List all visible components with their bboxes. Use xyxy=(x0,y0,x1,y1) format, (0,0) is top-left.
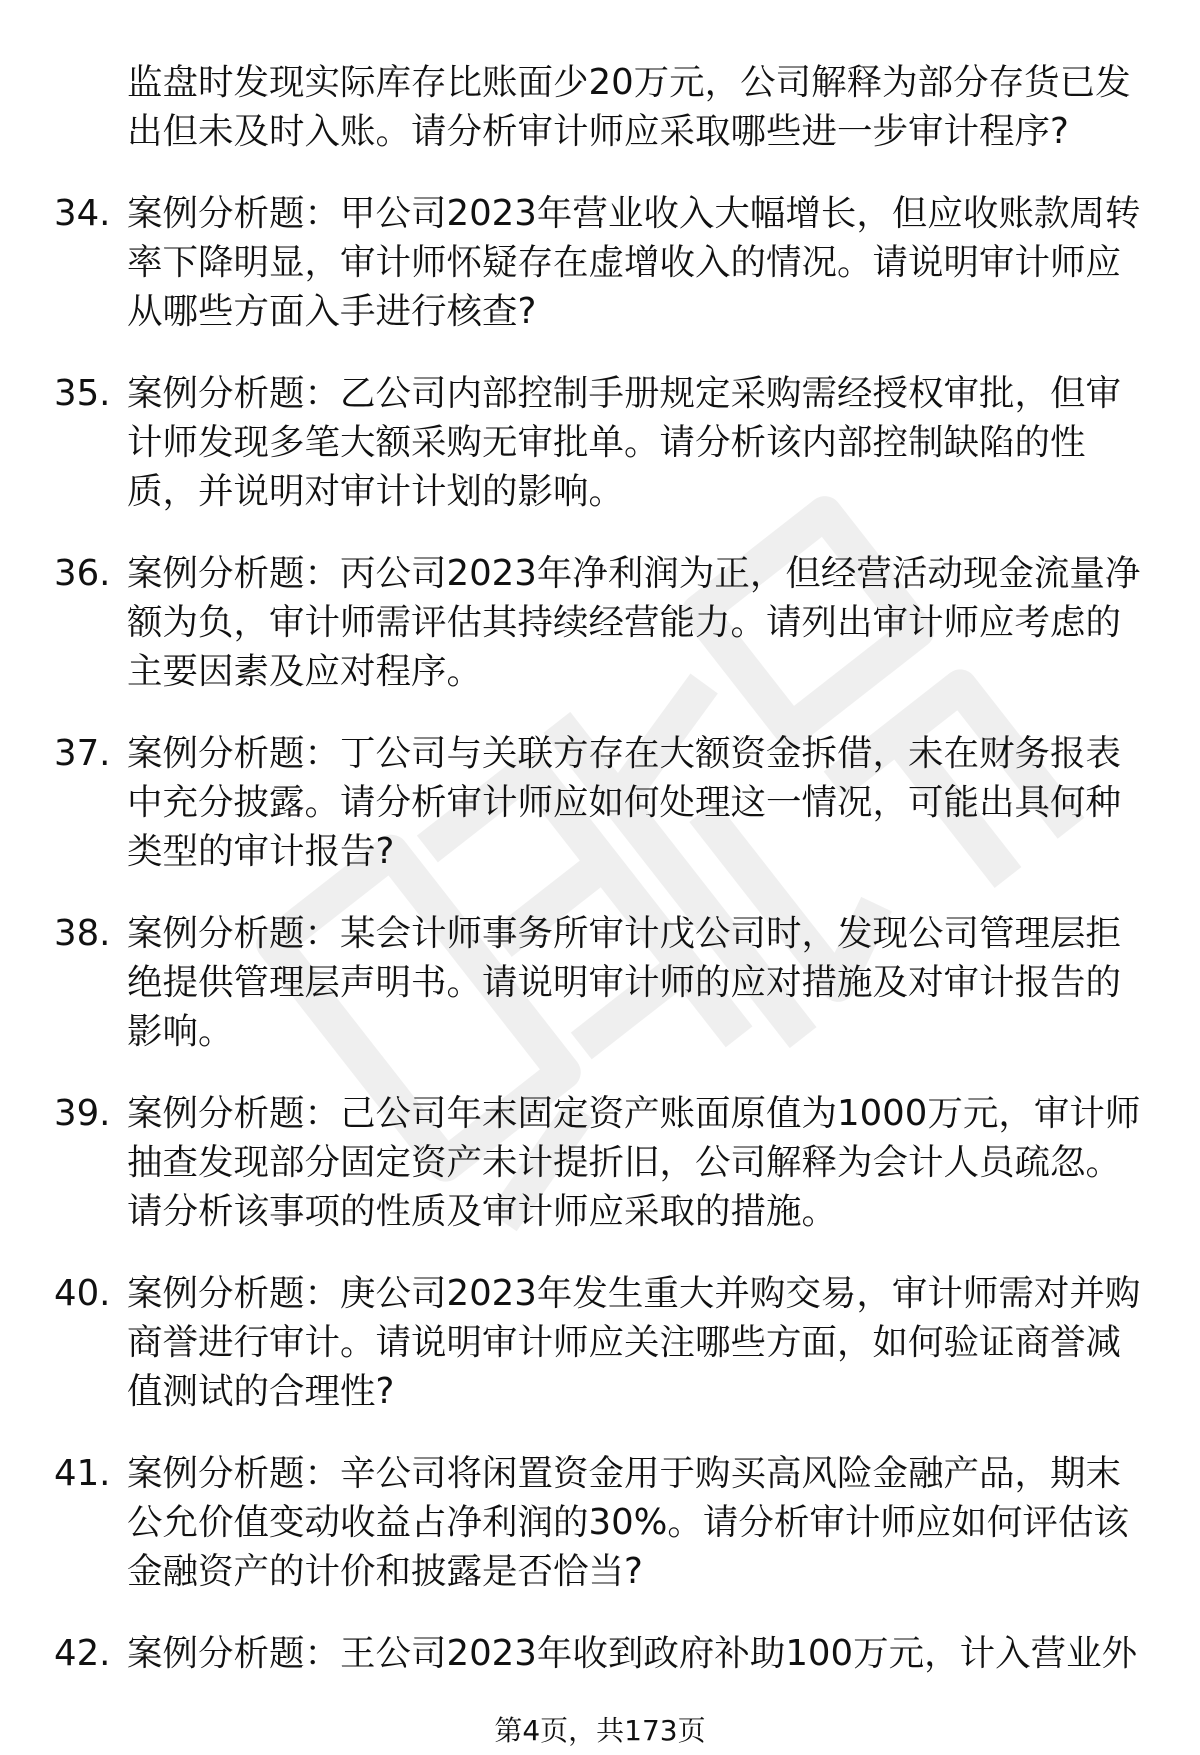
question-text: 案例分析题：丁公司与关联方存在大额资金拆借，未在财务报表中充分披露。请分析审计师应如何处理这一情况，可能出具何种类型的审计报告? xyxy=(127,733,1122,872)
question-item xyxy=(0,1449,1142,1596)
question-item xyxy=(0,549,1142,696)
question-item xyxy=(0,1089,1142,1236)
question-number: 40. xyxy=(54,1273,111,1314)
question-text: 案例分析题：己公司年末固定资产账面原值为1000万元，审计师抽查发现部分固定资产未计提折旧，公司解释为会计人员疏忽。请分析该事项的性质及审计师应采取的措施。 xyxy=(127,1093,1141,1232)
question-item xyxy=(0,909,1142,1056)
question-number: 34. xyxy=(54,193,111,234)
question-text: 案例分析题：庚公司2023年发生重大并购交易，审计师需对并购商誉进行审计。请说明审计师应关注哪些方面，如何验证商誉减值测试的合理性? xyxy=(127,1273,1141,1412)
question-number: 39. xyxy=(54,1093,111,1134)
question-number: 38. xyxy=(54,913,111,954)
question-list xyxy=(0,58,1200,1678)
page-number-footer: 第4页，共173页 xyxy=(494,1714,706,1747)
question-item xyxy=(0,189,1142,336)
question-item xyxy=(0,1629,1142,1678)
question-text: 案例分析题：丙公司2023年净利润为正，但经营活动现金流量净额为负，审计师需评估其持续经营能力。请列出审计师应考虑的主要因素及应对程序。 xyxy=(127,553,1141,692)
continued-question-text: 监盘时发现实际库存比账面少20万元，公司解释为部分存货已发出但未及时入账。请分析审计师应采取哪些进一步审计程序? xyxy=(127,62,1131,152)
question-text: 案例分析题：乙公司内部控制手册规定采购需经授权审批，但审计师发现多笔大额采购无审批单。请分析该内部控制缺陷的性质，并说明对审计计划的影响。 xyxy=(127,373,1122,512)
question-number: 41. xyxy=(54,1453,111,1494)
question-number: 35. xyxy=(54,373,111,414)
question-text: 案例分析题：某会计师事务所审计戊公司时，发现公司管理层拒绝提供管理层声明书。请说明审计师的应对措施及对审计报告的影响。 xyxy=(127,913,1122,1052)
question-item xyxy=(0,369,1142,516)
question-item xyxy=(0,1269,1142,1416)
question-number: 36. xyxy=(54,553,111,594)
question-number: 37. xyxy=(54,733,111,774)
question-number: 42. xyxy=(54,1633,111,1674)
question-text: 案例分析题：王公司2023年收到政府补助100万元，计入营业外 xyxy=(127,1633,1138,1674)
question-item xyxy=(0,729,1142,876)
question-text: 案例分析题：辛公司将闲置资金用于购买高风险金融产品，期末公允价值变动收益占净利润的30%。请分析审计师应如何评估该金融资产的计价和披露是否恰当? xyxy=(127,1453,1129,1592)
question-text: 案例分析题：甲公司2023年营业收入大幅增长，但应收账款周转率下降明显，审计师怀疑存在虚增收入的情况。请说明审计师应从哪些方面入手进行核查? xyxy=(127,193,1141,332)
